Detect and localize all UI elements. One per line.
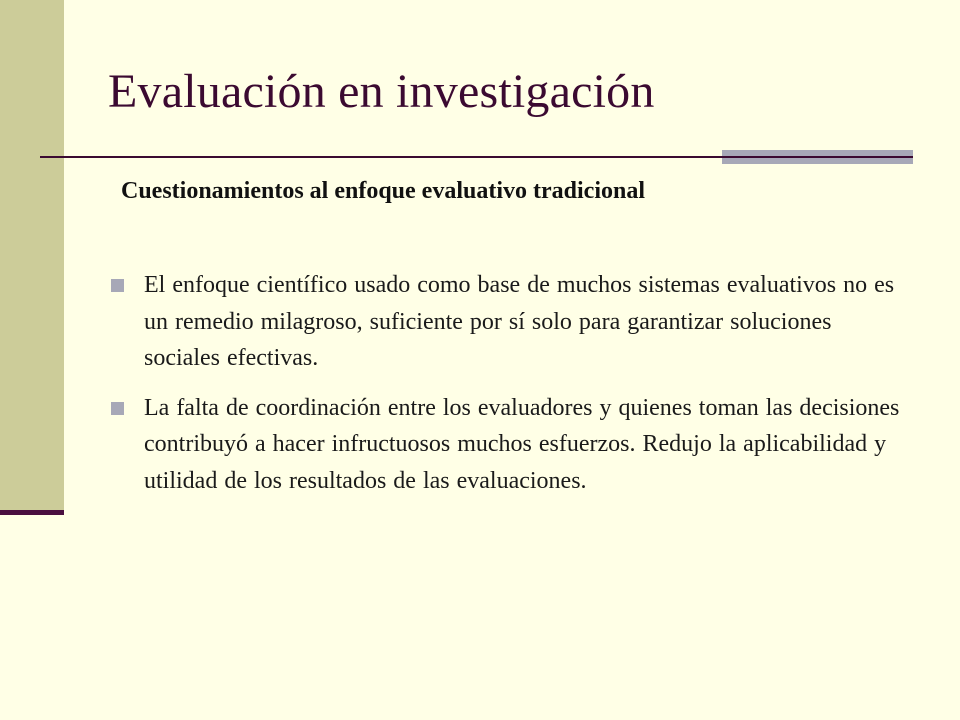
side-band xyxy=(0,0,64,510)
side-accent-bar xyxy=(0,510,64,515)
square-bullet-icon xyxy=(111,402,124,415)
bullet-list xyxy=(111,267,901,512)
bullet-item xyxy=(111,267,901,377)
title-divider-accent xyxy=(722,150,913,164)
slide-subtitle: Cuestionamientos al enfoque evaluativo tradicional xyxy=(121,178,646,204)
slide-title: Evaluación en investigación xyxy=(108,65,655,118)
bullet-text: La falta de coordinación entre los evaluadores y quienes toman las decisiones contribuyó a hacer infructuosos muchos esfuerzos. Redujo la aplicabilidad y utilidad de los resultados de las evaluaciones. xyxy=(144,394,900,494)
bullet-item xyxy=(111,390,901,500)
square-bullet-icon xyxy=(111,279,124,292)
bullet-text: El enfoque científico usado como base de muchos sistemas evaluativos no es un remedio milagroso, suficiente por sí solo para garantizar soluciones sociales efectivas. xyxy=(144,272,895,371)
